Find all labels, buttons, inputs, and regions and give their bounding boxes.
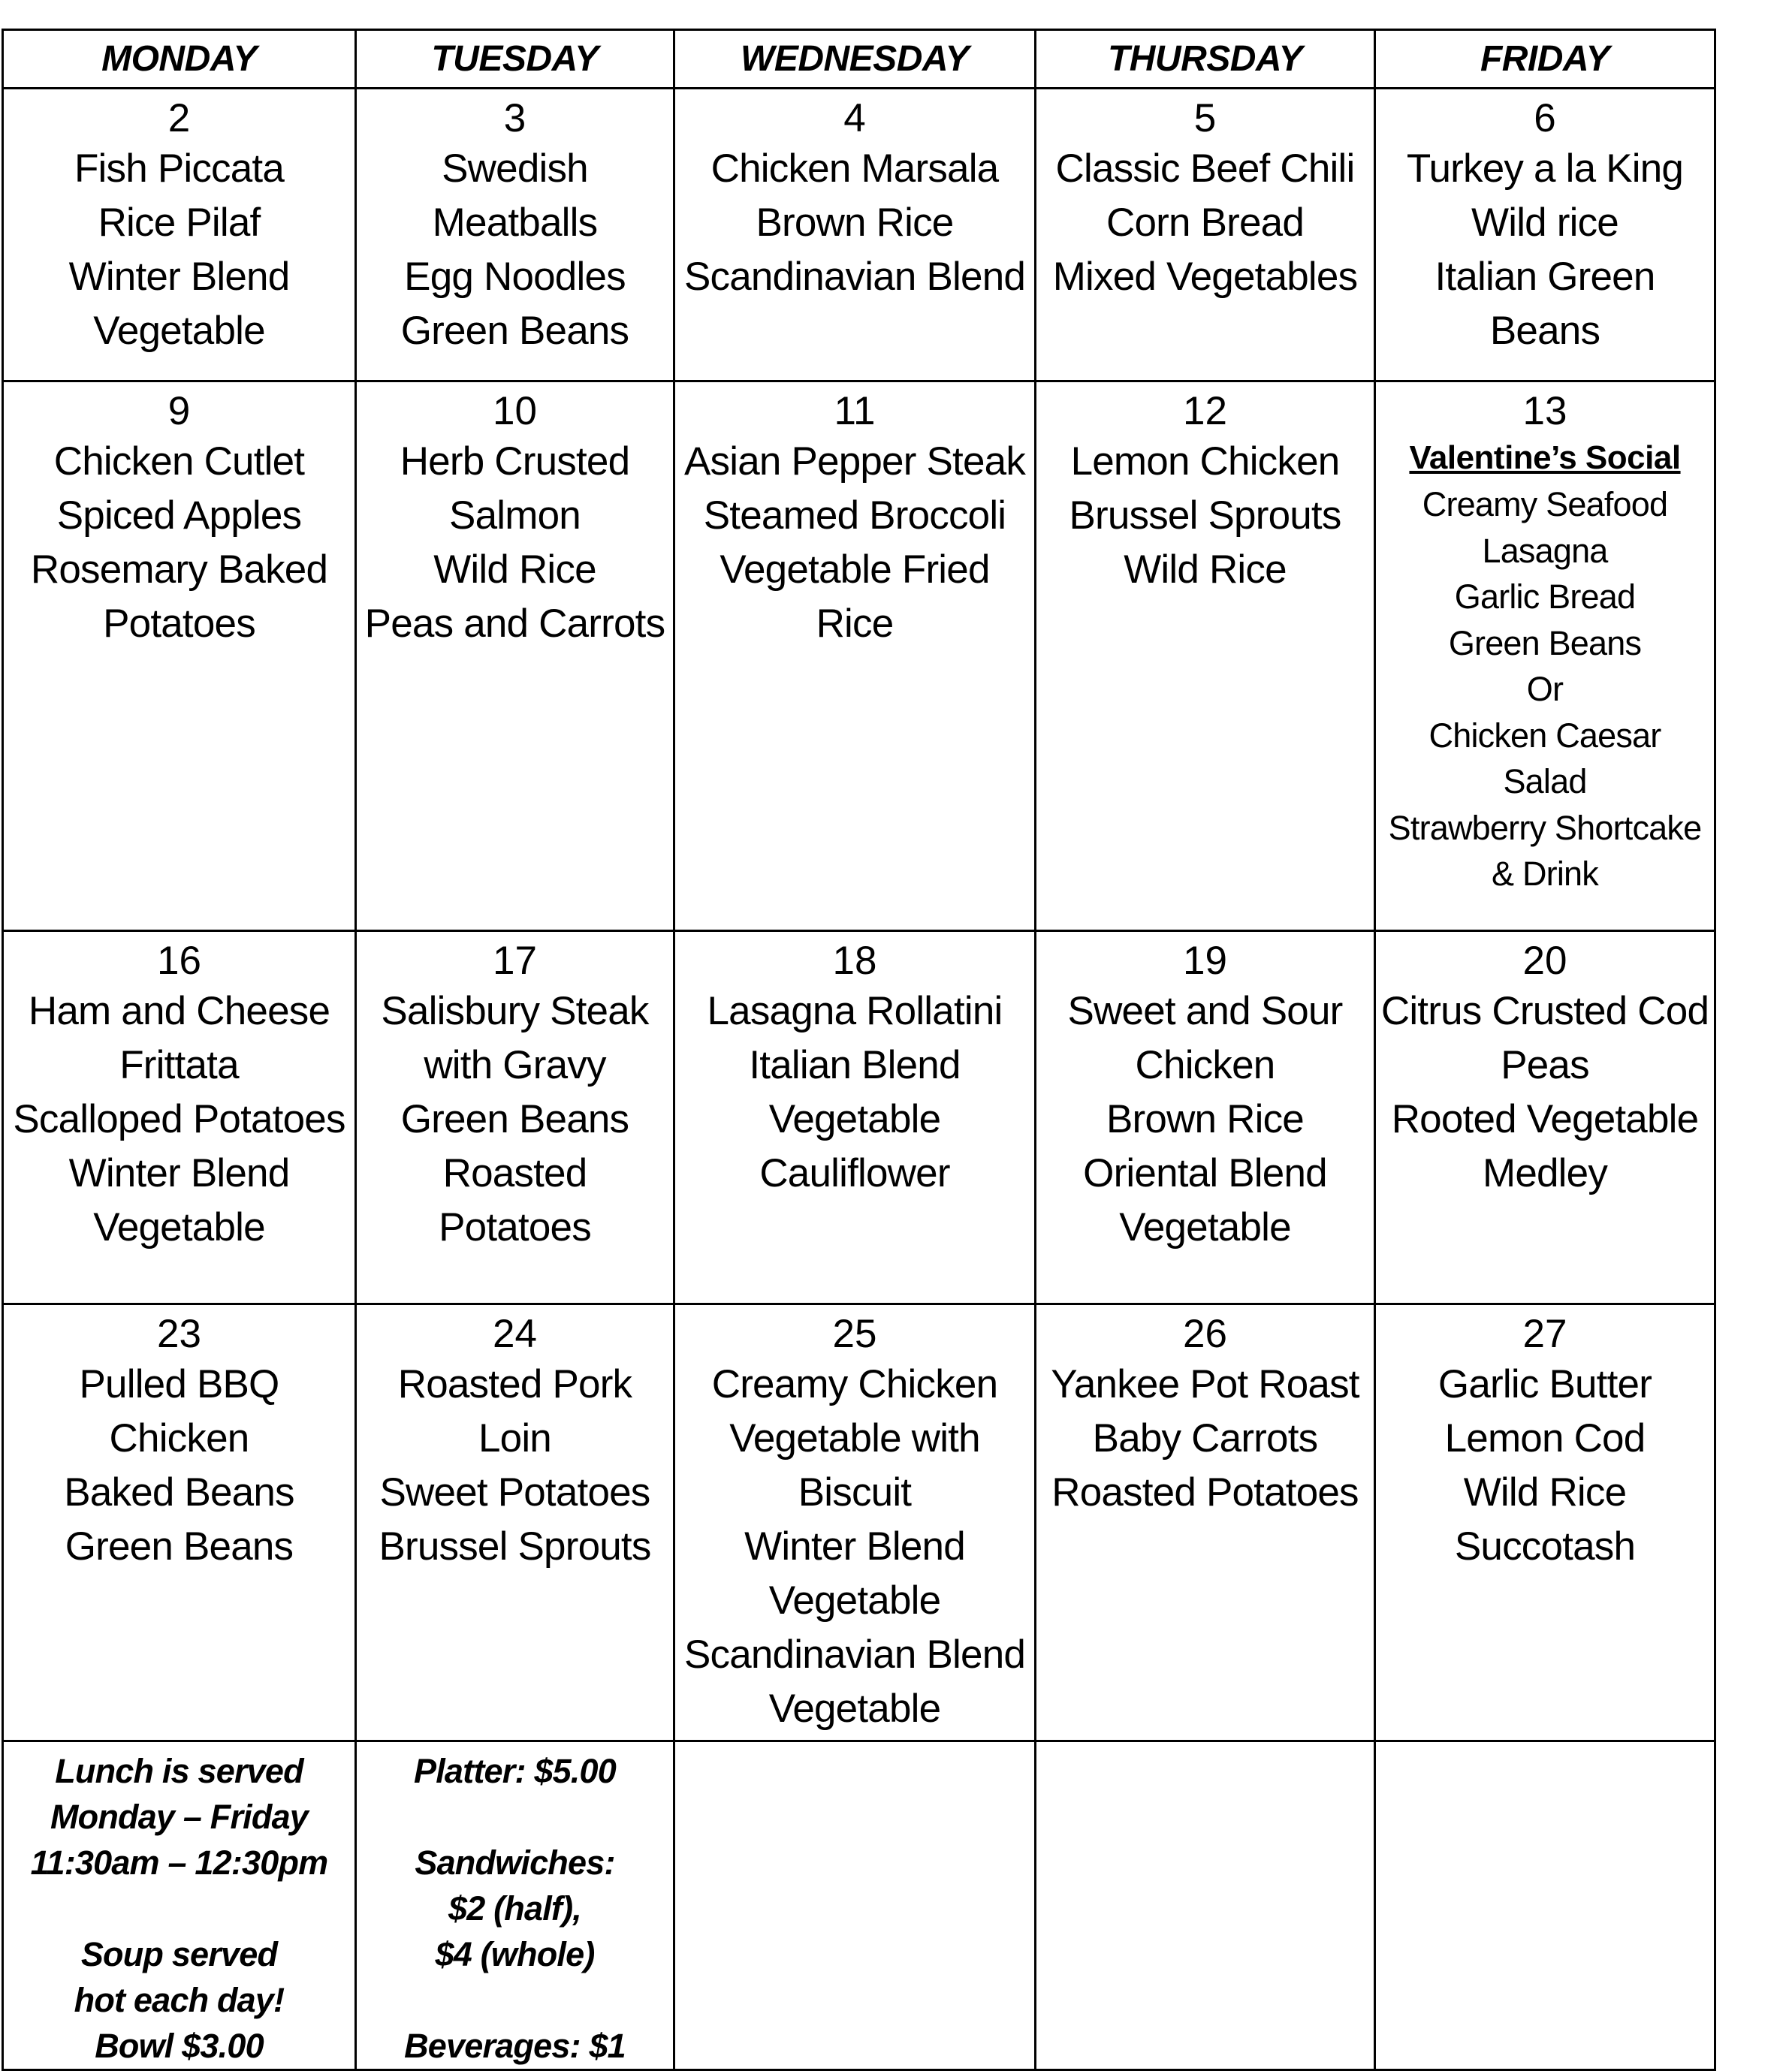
day-cell (356, 89, 674, 381)
info-line: Bowl $3.00 (95, 2026, 264, 2065)
day-number: 13 (1522, 389, 1567, 434)
day-cell (3, 930, 356, 1304)
menu-item: Potatoes (439, 1204, 591, 1250)
menu-item: Beans (1489, 309, 1600, 353)
day-cell (1036, 1304, 1375, 1741)
special-event-title: Valentine’s Social (1409, 439, 1681, 477)
menu-item: Green Beans (400, 1096, 629, 1141)
day-cell (1375, 1304, 1715, 1741)
menu-item: Brown Rice (756, 200, 954, 245)
menu-item: Peas and Carrots (364, 601, 665, 647)
menu-item: Chicken Marsala (710, 146, 999, 191)
menu-item: Spiced Apples (56, 493, 302, 538)
week-row (3, 89, 1715, 381)
menu-item: Classic Beef Chili (1055, 146, 1355, 191)
menu-item: Chicken (1135, 1042, 1275, 1087)
menu-item: Swedish (442, 146, 588, 191)
menu-item: Pulled BBQ (79, 1362, 279, 1407)
info-line (357, 1794, 673, 1840)
menu-item: Turkey a la King (1406, 146, 1684, 191)
menu-item: Green Beans (400, 309, 629, 353)
info-line (4, 1886, 354, 1931)
menu-item: Garlic Butter (1438, 1362, 1652, 1407)
menu-item: Vegetable (93, 1204, 265, 1250)
day-menu (1036, 382, 1374, 597)
day-menu (4, 932, 354, 1255)
menu-item: Peas (1501, 1042, 1589, 1087)
menu-item: Medley (1482, 1150, 1608, 1195)
menu-item: Scandinavian Blend (683, 255, 1026, 299)
day-cell (1375, 930, 1715, 1304)
menu-item: Ham and Cheese (28, 988, 330, 1033)
info-line: Soup served (80, 1934, 278, 1973)
menu-item: Vegetable (768, 1096, 941, 1141)
day-menu (675, 932, 1034, 1201)
day-number: 11 (834, 389, 876, 434)
day-menu (675, 382, 1034, 651)
day-cell (3, 89, 356, 381)
day-number: 6 (1534, 96, 1556, 140)
empty-cell (1375, 1741, 1715, 2069)
header-friday: FRIDAY (1375, 30, 1715, 89)
info-line: hot each day! (74, 1980, 285, 2019)
header-wednesday: WEDNESDAY (674, 30, 1036, 89)
day-cell (674, 930, 1036, 1304)
empty-cell (1036, 1741, 1375, 2069)
menu-item: Mixed Vegetables (1052, 255, 1358, 299)
menu-item: Herb Crusted (400, 439, 630, 484)
info-line: Beverages: $1 (404, 2026, 626, 2065)
weekday-header-row (3, 30, 1715, 89)
header-monday: MONDAY (3, 30, 356, 89)
header-tuesday: TUESDAY (356, 30, 674, 89)
day-menu (357, 89, 673, 358)
menu-item: Brown Rice (1106, 1096, 1304, 1141)
menu-item: Scandinavian Blend (683, 1632, 1026, 1678)
menu-item: Rice Pilaf (98, 200, 261, 245)
day-cell (3, 381, 356, 931)
menu-item: Chicken Cutlet (53, 439, 305, 484)
menu-item: Brussel Sprouts (379, 1524, 651, 1569)
week-row (3, 381, 1715, 931)
menu-item: Roasted Potatoes (1051, 1470, 1359, 1515)
menu-item: Italian Blend (749, 1042, 961, 1087)
menu-item: Garlic Bread (1454, 577, 1636, 616)
menu-item: Lasagna (1482, 531, 1608, 570)
menu-item: Potatoes (103, 601, 255, 647)
day-number: 16 (157, 938, 201, 983)
day-cell (356, 930, 674, 1304)
day-number: 5 (1193, 96, 1217, 140)
day-cell (674, 1304, 1036, 1741)
menu-item: with Gravy (424, 1042, 606, 1087)
day-cell (1036, 89, 1375, 381)
day-menu (1376, 932, 1714, 1201)
menu-item: Vegetable (768, 1687, 941, 1732)
day-number: 24 (493, 1312, 537, 1357)
menu-item: Wild rice (1471, 200, 1619, 245)
menu-item: Lemon Chicken (1070, 439, 1340, 484)
menu-item: Baked Beans (64, 1470, 294, 1515)
menu-item: Creamy Seafood (1422, 485, 1668, 524)
menu-item: Creamy Chicken (711, 1362, 998, 1407)
menu-item: Wild Rice (1124, 547, 1287, 592)
menu-item: Yankee Pot Roast (1051, 1362, 1359, 1407)
info-line: 11:30am – 12:30pm (30, 1843, 328, 1882)
day-number: 4 (843, 96, 866, 140)
info-line: Monday – Friday (50, 1797, 309, 1836)
menu-item: Wild Rice (1463, 1470, 1627, 1515)
info-line (357, 1977, 673, 2023)
menu-item: Citrus Crusted Cod (1380, 988, 1709, 1033)
menu-item: Vegetable with Biscuit (729, 1416, 980, 1515)
day-cell (674, 381, 1036, 931)
prices-cell (356, 1741, 674, 2069)
menu-item: Winter Blend (68, 1150, 290, 1195)
menu-item: Frittata (119, 1042, 239, 1087)
day-cell (1375, 89, 1715, 381)
menu-item: & Drink (1492, 855, 1598, 894)
info-line: $2 (half), (448, 1889, 582, 1928)
day-number: 3 (503, 96, 526, 140)
day-cell (1036, 930, 1375, 1304)
day-menu (1376, 89, 1714, 358)
menu-item: Sweet and Sour (1067, 988, 1343, 1033)
day-number: 26 (1183, 1312, 1227, 1357)
menu-item: Winter Blend (68, 255, 290, 299)
menu-item: Vegetable (93, 309, 265, 353)
day-cell (1375, 381, 1715, 931)
lunch-menu-calendar (2, 29, 1716, 2071)
day-number: 20 (1522, 938, 1567, 983)
menu-item: Loin (478, 1416, 551, 1461)
day-cell (3, 1304, 356, 1741)
day-number: 25 (832, 1312, 877, 1357)
day-number: 17 (493, 938, 537, 983)
menu-item: Green Beans (1448, 623, 1642, 662)
menu-item: Egg Noodles (404, 255, 626, 299)
day-menu (357, 1305, 673, 1574)
menu-item: Baby Carrots (1092, 1416, 1318, 1461)
day-menu (4, 1305, 354, 1574)
day-menu (675, 89, 1034, 304)
info-line: Platter: $5.00 (414, 1751, 616, 1790)
day-number: 19 (1183, 938, 1227, 983)
menu-item: Salisbury Steak (381, 988, 649, 1033)
day-number: 27 (1522, 1312, 1567, 1357)
day-menu (4, 89, 354, 358)
day-menu (1376, 382, 1714, 897)
week-row (3, 1304, 1715, 1741)
menu-item: Italian Green (1435, 255, 1655, 299)
info-row (3, 1741, 1715, 2069)
day-menu (357, 382, 673, 651)
menu-item: Green Beans (65, 1524, 294, 1569)
menu-item: Rice (816, 601, 894, 647)
menu-item: Asian Pepper Steak (683, 439, 1026, 484)
day-menu (675, 1305, 1034, 1736)
menu-item: Salmon (449, 493, 581, 538)
day-menu (1036, 932, 1374, 1255)
lunch-hours-text (4, 1742, 354, 2069)
menu-item: Or (1526, 670, 1564, 709)
menu-item: Steamed Broccoli (703, 493, 1006, 538)
info-line: Lunch is served (55, 1751, 303, 1790)
info-line: $4 (whole) (435, 1934, 595, 1973)
menu-item: Salad (1503, 762, 1587, 801)
menu-item: Roasted Pork (397, 1362, 632, 1407)
lunch-hours-cell (3, 1741, 356, 2069)
menu-item: Chicken Caesar (1428, 716, 1661, 755)
menu-item: Cauliflower (759, 1150, 950, 1195)
menu-item: Meatballs (432, 200, 598, 245)
info-line: Sandwiches: (415, 1843, 615, 1882)
day-number: 10 (493, 389, 537, 434)
day-number: 23 (157, 1312, 201, 1357)
menu-item: Oriental Blend (1083, 1150, 1327, 1195)
menu-item: Vegetable (1119, 1204, 1291, 1250)
menu-item: Roasted (442, 1150, 587, 1195)
menu-item: Brussel Sprouts (1069, 493, 1341, 538)
menu-item: Scalloped Potatoes (13, 1096, 345, 1141)
menu-item: Strawberry Shortcake (1388, 808, 1702, 847)
menu-item: Sweet Potatoes (379, 1470, 650, 1515)
menu-item: Lemon Cod (1444, 1416, 1646, 1461)
menu-item: Rooted Vegetable (1391, 1096, 1699, 1141)
menu-item: Fish Piccata (74, 146, 285, 191)
menu-item: Chicken (109, 1416, 249, 1461)
menu-item: Corn Bread (1106, 200, 1305, 245)
menu-item: Succotash (1454, 1524, 1636, 1569)
menu-item: Wild Rice (433, 547, 596, 592)
day-cell (1036, 381, 1375, 931)
header-thursday: THURSDAY (1036, 30, 1375, 89)
day-cell (356, 1304, 674, 1741)
day-number: 12 (1183, 389, 1227, 434)
week-row (3, 930, 1715, 1304)
day-number: 2 (167, 96, 191, 140)
day-menu (357, 932, 673, 1255)
day-menu (1036, 89, 1374, 304)
menu-item: Rosemary Baked (30, 547, 328, 592)
menu-item: Vegetable (768, 1578, 941, 1623)
day-menu (1036, 1305, 1374, 1520)
empty-cell (674, 1741, 1036, 2069)
menu-item: Lasagna Rollatini (707, 988, 1003, 1033)
day-number: 18 (832, 938, 877, 983)
day-menu (1376, 1305, 1714, 1574)
day-cell (356, 381, 674, 931)
day-menu (4, 382, 354, 651)
day-cell (674, 89, 1036, 381)
prices-text (357, 1742, 673, 2069)
menu-item: Vegetable Fried (720, 547, 990, 592)
day-number: 9 (167, 389, 191, 434)
menu-item: Winter Blend (744, 1524, 965, 1569)
